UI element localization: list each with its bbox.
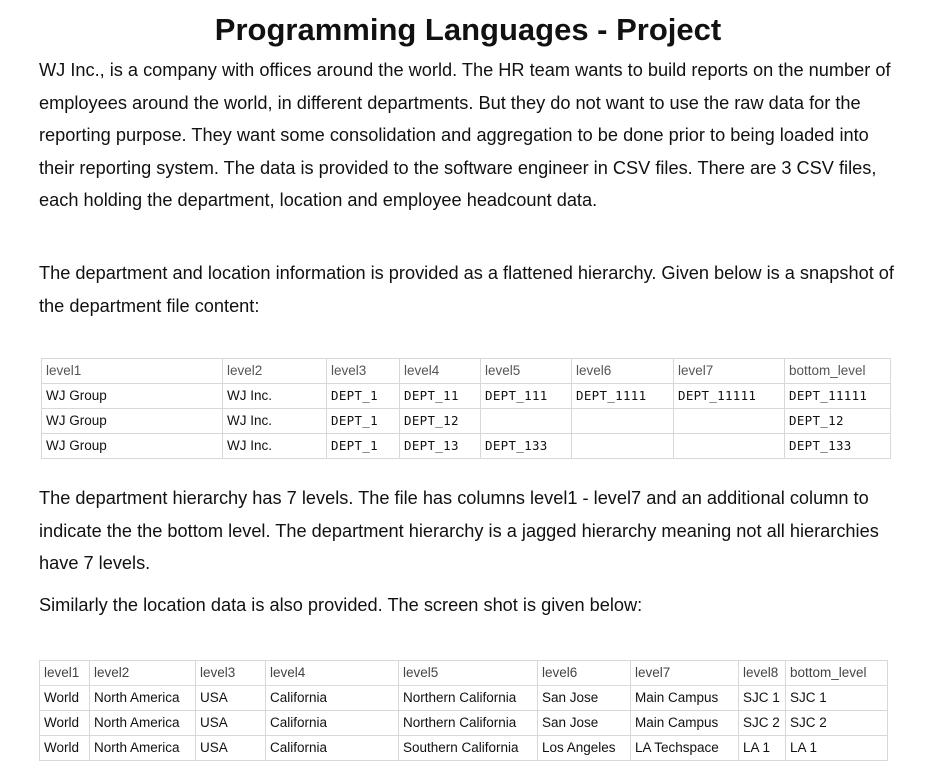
hierarchy-description-paragraph: The department hierarchy has 7 levels. The file has columns level1 - level7 and an additional column to indicate the the bottom level. The department hierarchy is a jagged hierarchy meaning not all hierarchies have 7 levels. [39, 488, 879, 574]
table-cell: Main Campus [631, 711, 739, 736]
table-row [42, 409, 891, 434]
table-cell: World [40, 711, 90, 736]
table-cell: DEPT_133 [785, 434, 891, 459]
table-cell: North America [90, 736, 196, 761]
column-header: level4 [400, 359, 481, 384]
table-cell: California [266, 711, 399, 736]
location-intro-paragraph: Similarly the location data is also provided. The screen shot is given below: [39, 595, 643, 615]
column-header: level3 [327, 359, 400, 384]
table-cell: DEPT_1 [327, 409, 400, 434]
table-cell: USA [196, 686, 266, 711]
column-header: level6 [538, 661, 631, 686]
table-cell: San Jose [538, 686, 631, 711]
department-intro-paragraph: The department and location information is provided as a flattened hierarchy. Given below is a snapshot of the department file content: [39, 263, 894, 316]
table-cell: WJ Group [42, 384, 223, 409]
column-header: level6 [572, 359, 674, 384]
table-cell: SJC 1 [786, 686, 888, 711]
column-header: level7 [631, 661, 739, 686]
table-cell: SJC 2 [739, 711, 786, 736]
table-cell: DEPT_1111 [572, 384, 674, 409]
table-cell: LA 1 [739, 736, 786, 761]
table-cell: WJ Group [42, 434, 223, 459]
table-cell: USA [196, 711, 266, 736]
column-header: level1 [42, 359, 223, 384]
table-cell: DEPT_12 [785, 409, 891, 434]
table-row [40, 711, 888, 736]
table-cell: DEPT_111 [481, 384, 572, 409]
location-table [39, 660, 888, 761]
table-cell: World [40, 736, 90, 761]
table-cell [674, 409, 785, 434]
column-header: level1 [40, 661, 90, 686]
table-cell: WJ Inc. [223, 434, 327, 459]
intro-paragraph: WJ Inc., is a company with offices around the world. The HR team wants to build reports on the number of employees around the world, in different departments. But they do not want to use the raw data for the reporting purpose. They want some consolidation and aggregation to be done prior to being loaded into their reporting system. The data is provided to the software engineer in CSV files. There are 3 CSV files, each holding the department, location and employee headcount data. [39, 60, 891, 211]
column-header: level3 [196, 661, 266, 686]
table-cell [572, 409, 674, 434]
column-header: bottom_level [785, 359, 891, 384]
column-header: level7 [674, 359, 785, 384]
table-cell [674, 434, 785, 459]
table-cell: DEPT_1 [327, 434, 400, 459]
table-cell: DEPT_133 [481, 434, 572, 459]
table-cell: Main Campus [631, 686, 739, 711]
table-cell: SJC 1 [739, 686, 786, 711]
table-cell: Northern California [399, 711, 538, 736]
department-table [41, 358, 891, 459]
table-cell: LA 1 [786, 736, 888, 761]
table-cell [572, 434, 674, 459]
table-cell: DEPT_11111 [785, 384, 891, 409]
table-cell: California [266, 686, 399, 711]
table-cell: Los Angeles [538, 736, 631, 761]
table-cell: DEPT_12 [400, 409, 481, 434]
column-header: level8 [739, 661, 786, 686]
table-cell: California [266, 736, 399, 761]
column-header: level2 [90, 661, 196, 686]
column-header: level4 [266, 661, 399, 686]
table-cell: North America [90, 686, 196, 711]
table-cell: WJ Inc. [223, 409, 327, 434]
table-row [40, 686, 888, 711]
table-cell: WJ Inc. [223, 384, 327, 409]
table-cell: DEPT_11111 [674, 384, 785, 409]
table-cell: DEPT_1 [327, 384, 400, 409]
table-cell: Southern California [399, 736, 538, 761]
table-cell: San Jose [538, 711, 631, 736]
column-header: level5 [481, 359, 572, 384]
table-cell: DEPT_11 [400, 384, 481, 409]
table-row [42, 384, 891, 409]
column-header: level2 [223, 359, 327, 384]
page-title: Programming Languages - Project [214, 12, 722, 47]
table-row [40, 736, 888, 761]
location-header-row [40, 661, 888, 686]
table-cell: Northern California [399, 686, 538, 711]
table-cell: WJ Group [42, 409, 223, 434]
table-cell: World [40, 686, 90, 711]
table-cell: SJC 2 [786, 711, 888, 736]
column-header: bottom_level [786, 661, 888, 686]
table-cell: USA [196, 736, 266, 761]
table-cell [481, 409, 572, 434]
table-row [42, 434, 891, 459]
department-header-row [42, 359, 891, 384]
table-cell: North America [90, 711, 196, 736]
column-header: level5 [399, 661, 538, 686]
table-cell: LA Techspace [631, 736, 739, 761]
table-cell: DEPT_13 [400, 434, 481, 459]
